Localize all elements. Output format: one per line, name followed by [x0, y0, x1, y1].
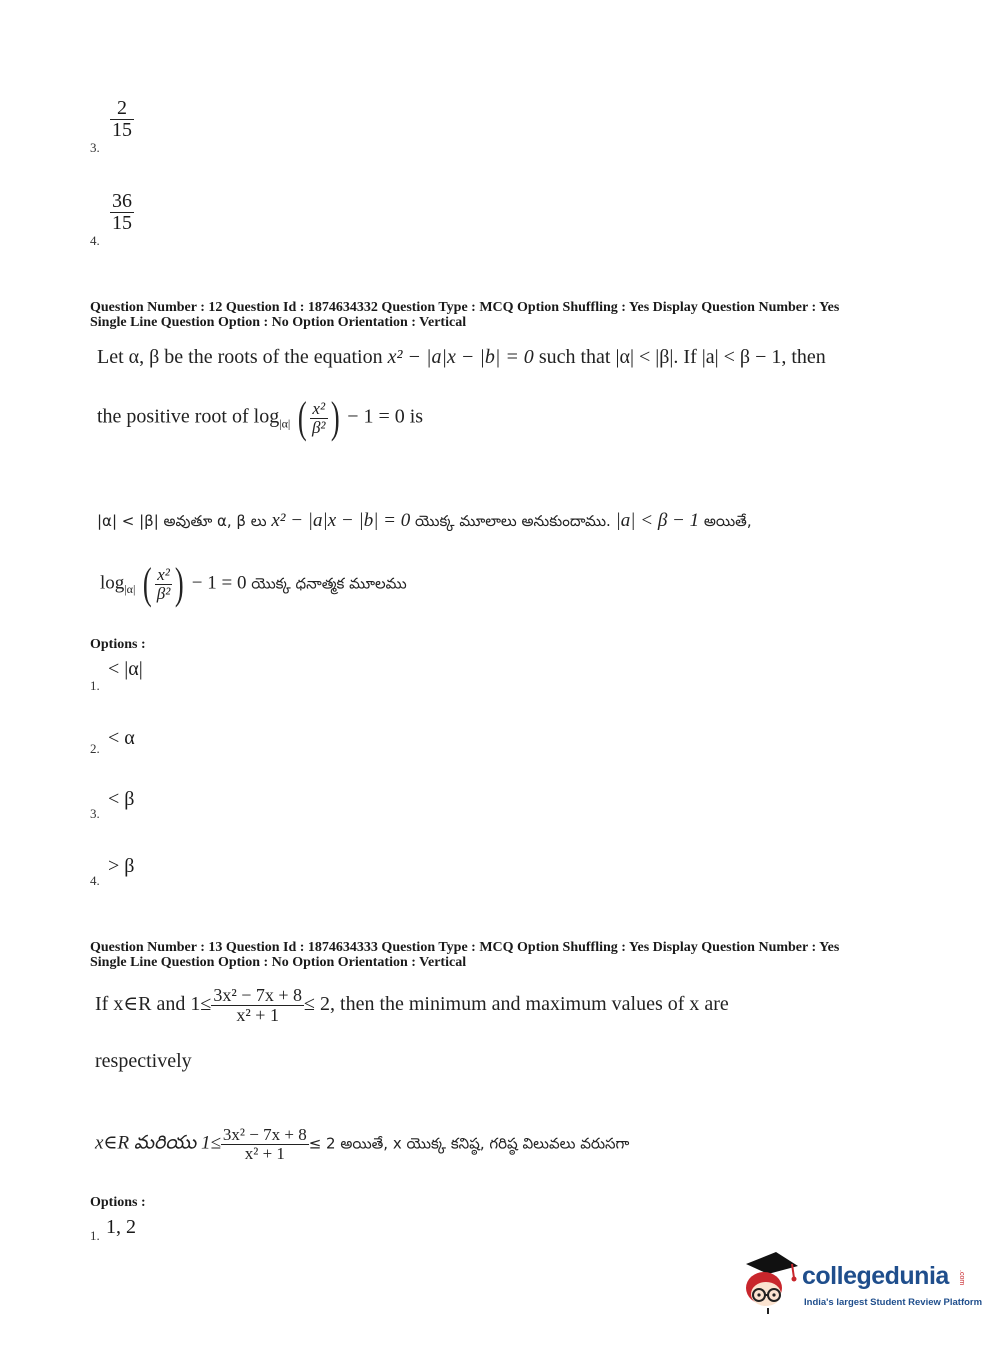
left-paren: (: [298, 393, 308, 442]
q12-english-line-1: [97, 346, 826, 369]
q13-english-line-1: [95, 986, 729, 1025]
numerator: 3x² − 7x + 8: [222, 1125, 307, 1144]
q13-options-label: Options :: [90, 1195, 146, 1210]
q13-meta: [90, 940, 970, 970]
meta-line-2: Single Line Question Option : No Option Orientation : Vertical: [90, 955, 467, 970]
text: |α| < |β| అవుతూ α, β లు: [97, 512, 267, 530]
mascot-icon: [742, 1248, 802, 1314]
equation: x² − |a|x − |b| = 0: [387, 346, 534, 368]
q12-english-line-2: [97, 393, 424, 442]
brand-domain: .com: [958, 1270, 965, 1286]
numerator: x²: [312, 398, 326, 418]
numerator: x²: [157, 564, 170, 584]
q12-telugu-line-2: [100, 559, 407, 608]
condition: |a| < β − 1: [615, 510, 700, 531]
denominator: x² + 1: [244, 1143, 285, 1163]
q12-telugu-line-1: [97, 510, 752, 534]
q12-options-label: Options :: [90, 637, 146, 652]
equation: x² − |a|x − |b| = 0: [271, 510, 411, 531]
collegedunia-logo: [742, 1248, 983, 1316]
text: − 1 = 0 is: [347, 405, 424, 428]
right-paren: ): [175, 559, 185, 608]
denominator: β²: [311, 417, 326, 437]
log-base: |α|: [279, 416, 291, 431]
fraction: [211, 986, 304, 1025]
fraction: [110, 191, 134, 234]
text: If x∈R and 1≤: [95, 992, 212, 1015]
text: అయితే,: [703, 512, 752, 530]
option-number: 4.: [90, 873, 100, 888]
option-number: 1.: [90, 1228, 100, 1243]
text: ≤ 2 అయితే, x యొక్క కనిష్ఠ, గరిష్ఠ విలువలు వరుసగా: [308, 1134, 630, 1153]
meta-line-1: Question Number : 12 Question Id : 1874634332 Question Type : MCQ Option Shuffling : Yes Display Question Number : Yes: [90, 300, 840, 315]
option-number: 4.: [90, 233, 100, 248]
option-text: < α: [108, 727, 135, 749]
right-paren: ): [330, 393, 340, 442]
log-base: |α|: [124, 582, 136, 597]
option-number: 2.: [90, 741, 100, 756]
q13-english-line-2: respectively: [95, 1050, 192, 1072]
text: x∈R మరియు 1≤: [95, 1132, 221, 1154]
text: such that |α| < |β|. If |a| < β − 1, then: [538, 346, 826, 368]
option-text: < |α|: [108, 658, 143, 680]
text: the positive root of log: [97, 405, 280, 428]
option-text: 1, 2: [106, 1216, 136, 1238]
fraction: [110, 98, 134, 141]
text: యొక్క మూలాలు అనుకుందాము.: [415, 512, 611, 530]
numerator: 3x² − 7x + 8: [213, 985, 303, 1005]
fraction: [221, 1126, 309, 1163]
option-text: > β: [108, 855, 135, 877]
option-number: 1.: [90, 678, 100, 693]
q12-meta: [90, 300, 970, 330]
option-text: < β: [108, 788, 135, 810]
left-paren: (: [143, 559, 152, 608]
brand-tagline: India's largest Student Review Platform: [804, 1297, 983, 1308]
denominator: β²: [156, 583, 171, 603]
denominator: 15: [112, 212, 132, 234]
numerator: 36: [112, 190, 132, 212]
q13-telugu-line: [95, 1126, 629, 1163]
text: log: [100, 572, 125, 594]
text: యొక్క ధనాత్మక మూలము: [251, 574, 407, 593]
text: ≤ 2, then the minimum and maximum values of x are: [304, 992, 729, 1015]
numerator: 2: [117, 97, 127, 119]
option-number: 3.: [90, 806, 100, 821]
fraction: [155, 566, 173, 603]
denominator: 15: [112, 119, 132, 141]
fraction: [310, 400, 328, 437]
meta-line-1: Question Number : 13 Question Id : 1874634333 Question Type : MCQ Option Shuffling : Yes Display Question Number : Yes: [90, 940, 840, 955]
option-number: 3.: [90, 140, 100, 155]
text: − 1 = 0: [191, 572, 247, 594]
meta-line-2: Single Line Question Option : No Option Orientation : Vertical: [90, 315, 467, 330]
brand-name: collegedunia: [802, 1262, 949, 1290]
text: Let α, β be the roots of the equation: [97, 346, 383, 368]
denominator: x² + 1: [236, 1004, 279, 1025]
